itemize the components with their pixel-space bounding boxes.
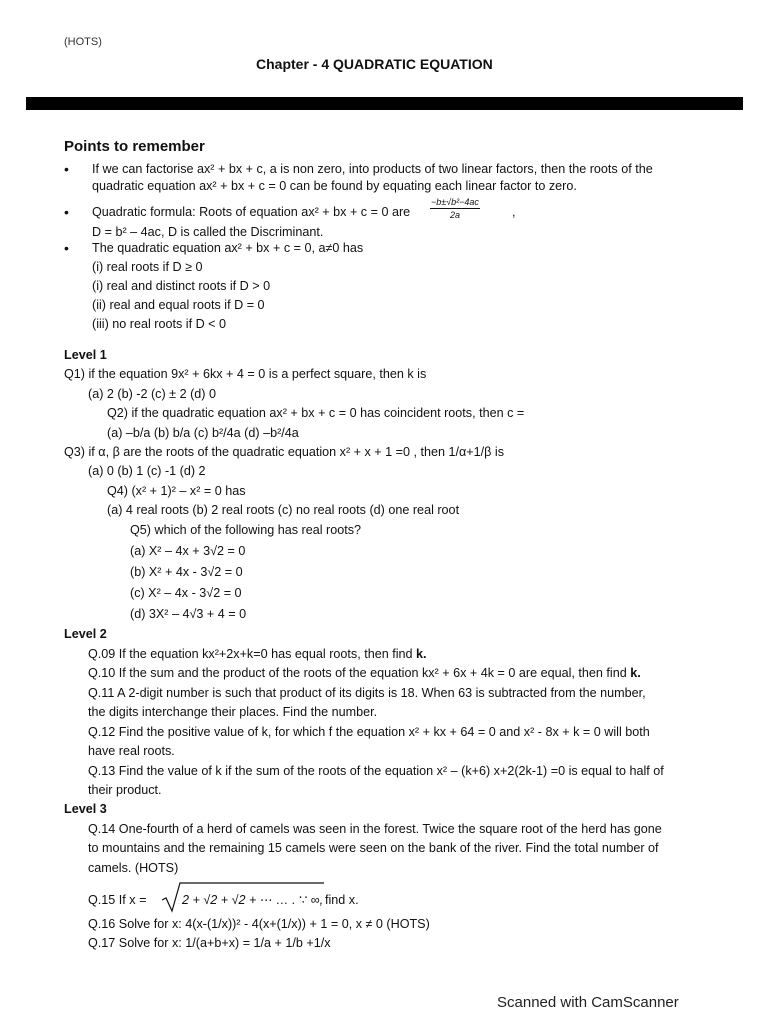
question-15-radical: 2 + √2 + √2 + ⋯ … . ∵ ∞, [182,893,324,907]
question-3-options: (a) 0 (b) 1 (c) -1 (d) 2 [88,464,206,478]
quadratic-formula-fraction [430,197,480,220]
question-11-line-2: the digits interchange their places. Find the number. [88,705,378,719]
formula-denominator: 2a [449,210,460,220]
question-09 [88,646,427,662]
question-12-line-2: have real roots. [88,744,175,758]
point-1-line-2: quadratic equation ax² + bx + c = 0 can be found by equating each linear factor to zero. [92,179,577,193]
question-10-text: Q.10 If the sum and the product of the roots of the equation kx² + 6x + 4k = 0 are equal, then find [88,666,627,680]
question-10-target: k. [630,666,641,680]
question-14-line-1: Q.14 One-fourth of a herd of camels was seen in the forest. Twice the square root of the herd has gone [88,822,662,836]
point-1-line-1: If we can factorise ax² + bx + c, a is non zero, into products of two linear factors, then the roots of the [92,162,653,176]
question-1: Q1) if the equation 9x² + 6kx + 4 = 0 is a perfect square, then k is [64,367,427,381]
question-5-option: (b) X² + 4x - 3√2 = 0 [130,565,243,579]
bullet-icon: • [64,161,69,177]
question-15-suffix: find x. [325,893,359,907]
question-09-target: k. [416,647,427,661]
question-2: Q2) if the quadratic equation ax² + bx + c = 0 has coincident roots, then c = [107,406,525,420]
formula-comma: , [512,205,516,219]
question-5-option: (c) X² – 4x - 3√2 = 0 [130,586,242,600]
question-5-option: (d) 3X² – 4√3 + 4 = 0 [130,607,247,621]
point-3-item: (i) real roots if D ≥ 0 [92,260,203,274]
point-3-item: (i) real and distinct roots if D > 0 [92,279,271,293]
bullet-icon: • [64,204,69,220]
level-1-heading: Level 1 [64,348,107,362]
level-2-heading: Level 2 [64,627,107,641]
question-14-line-2: to mountains and the remaining 15 camels were seen on the bank of the river. Find the total number of [88,841,659,855]
question-09-text: Q.09 If the equation kx²+2x+k=0 has equal roots, then find [88,647,413,661]
cut-off-header-text: (HOTS) [64,36,102,48]
question-11-line-1: Q.11 A 2-digit number is such that product of its digits is 18. When 63 is subtracted from the number, [88,686,646,700]
question-2-options: (a) –b/a (b) b/a (c) b²/4a (d) –b²/4a [107,426,299,440]
question-14-line-3: camels. (HOTS) [88,861,179,875]
point-3-item: (iii) no real roots if D < 0 [92,317,227,331]
question-13-line-2: their product. [88,783,162,797]
question-10 [88,665,641,681]
question-4-options: (a) 4 real roots (b) 2 real roots (c) no real roots (d) one real root [107,503,460,517]
question-4: Q4) (x² + 1)² – x² = 0 has [107,484,246,498]
camscanner-watermark: Scanned with CamScanner [497,994,679,1011]
question-13-line-1: Q.13 Find the value of k if the sum of the roots of the equation x² – (k+6) x+2(2k-1) =0 is equal to half of [88,764,664,778]
formula-numerator: −b±√b²−4ac [431,197,479,207]
question-5: Q5) which of the following has real roots? [130,523,362,537]
bullet-icon: • [64,240,69,256]
level-3-heading: Level 3 [64,802,107,816]
points-heading: Points to remember [64,138,205,155]
question-5-option: (a) X² – 4x + 3√2 = 0 [130,544,246,558]
question-15-prefix: Q.15 If x = [88,893,147,907]
question-1-options: (a) 2 (b) -2 (c) ± 2 (d) 0 [88,387,216,401]
point-2-line-1: Quadratic formula: Roots of equation ax² + bx + c = 0 are [92,205,411,219]
question-16: Q.16 Solve for x: 4(x-(1/x))² - 4(x+(1/x)) + 1 = 0, x ≠ 0 (HOTS) [88,917,430,931]
question-17: Q.17 Solve for x: 1/(a+b+x) = 1/a + 1/b +1/x [88,936,331,950]
question-12-line-1: Q.12 Find the positive value of k, for which f the equation x² + kx + 64 = 0 and x² - 8x + k = 0 will both [88,725,650,739]
point-3-line-1: The quadratic equation ax² + bx + c = 0, a≠0 has [92,241,364,255]
point-2-line-2: D = b² – 4ac, D is called the Discriminant. [92,225,324,239]
chapter-title: Chapter - 4 QUADRATIC EQUATION [256,56,493,72]
header-divider-bar [26,97,743,110]
question-3: Q3) if α, β are the roots of the quadratic equation x² + x + 1 =0 , then 1/α+1/β is [64,445,504,459]
point-3-item: (ii) real and equal roots if D = 0 [92,298,265,312]
